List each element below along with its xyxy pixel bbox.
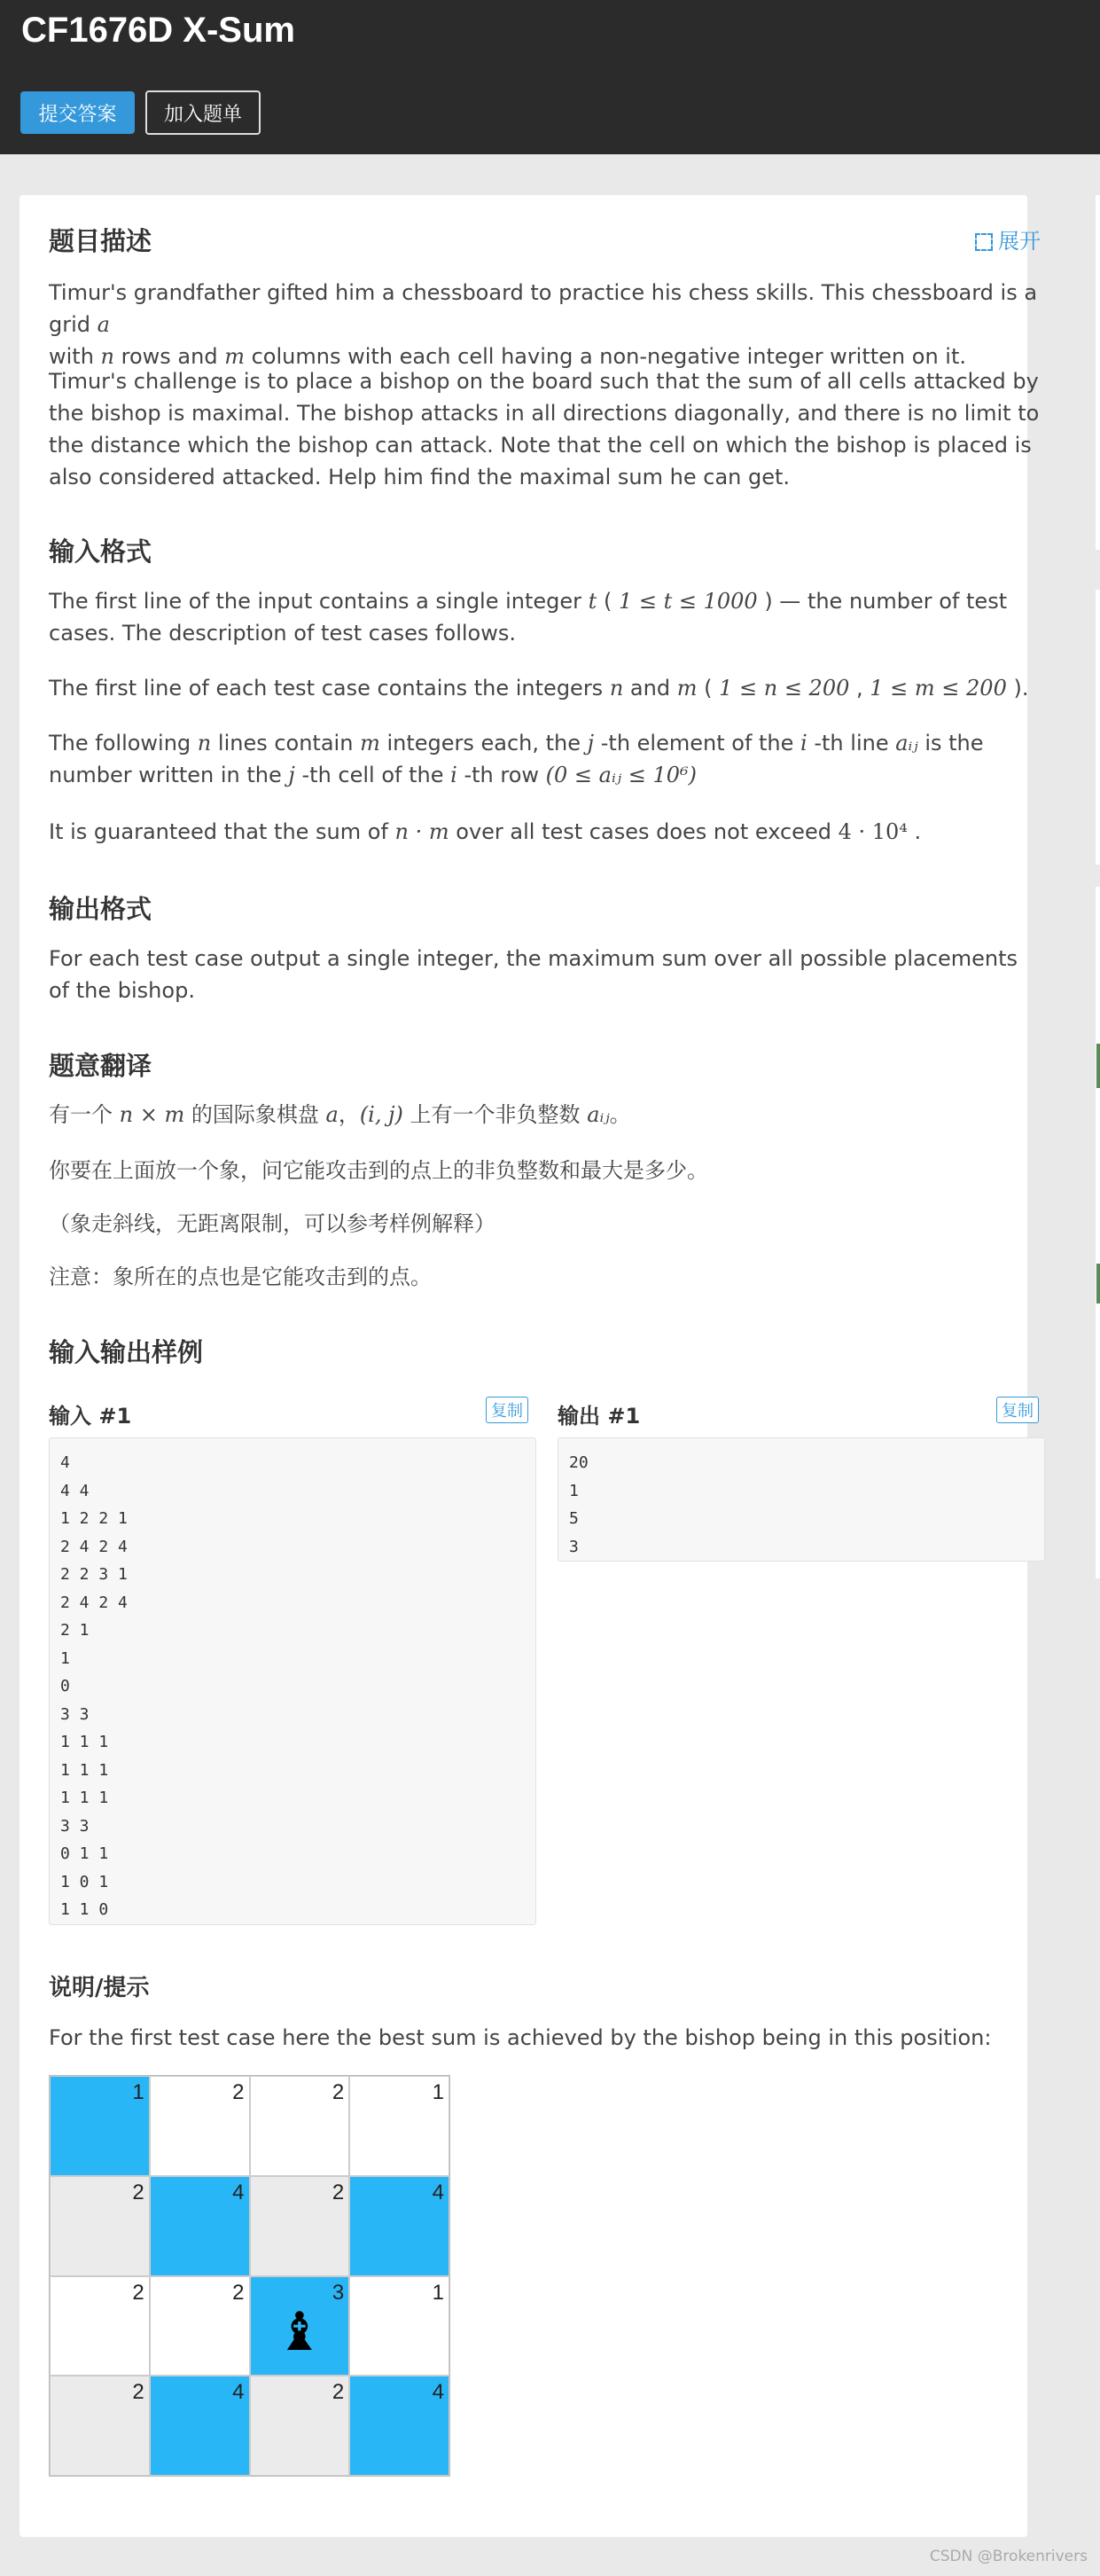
notes-title: 说明/提示 <box>49 1975 150 2001</box>
board-cell-value: 4 <box>232 2380 245 2405</box>
copy-input-button[interactable]: 复制 <box>486 1397 528 1423</box>
board-cell <box>250 2276 350 2376</box>
board-cell-value: 3 <box>332 2280 345 2305</box>
board-cell-value: 2 <box>132 2180 144 2204</box>
side-card-edge <box>1096 887 1100 1578</box>
board-cell-value: 2 <box>232 2080 245 2104</box>
board-cell-value: 4 <box>432 2380 444 2405</box>
board-cell <box>349 2276 449 2376</box>
board-cell-value: 2 <box>332 2180 345 2204</box>
board-cell <box>150 2176 250 2276</box>
translation-paragraph-1: 有一个 n × m 的国际象棋盘 a，(i, j) 上有一个非负整数 aᵢⱼ。 <box>49 1102 631 1127</box>
sample-output-label: 输出 #1 <box>558 1404 641 1429</box>
output-format-title: 输出格式 <box>49 894 152 924</box>
sample-output-box: 20 1 5 3 <box>558 1437 1045 1562</box>
board-cell <box>349 2376 449 2476</box>
board-cell-value: 1 <box>132 2080 144 2104</box>
fullscreen-icon <box>975 233 993 251</box>
side-marker <box>1096 1264 1100 1304</box>
board-cell <box>250 2176 350 2276</box>
page-header <box>0 0 1100 154</box>
notes-paragraph: For the first test case here the best sum is achieved by the bishop being in this position: <box>49 2025 992 2050</box>
side-card-edge <box>1096 590 1100 865</box>
input-format-paragraph-4: It is guaranteed that the sum of n · m over all test cases does not exceed 4 · 10⁴ . <box>49 819 922 844</box>
board-cell-value: 2 <box>132 2280 144 2305</box>
input-format-paragraph-1: The first line of the input contains a single integer t ( 1 ≤ t ≤ 1000 ) — the number of test cases. The description of test cases follows. <box>49 589 1008 646</box>
copy-output-button[interactable]: 复制 <box>996 1397 1039 1423</box>
bishop-icon: ♝ <box>275 2300 324 2363</box>
translation-paragraph-3: （象走斜线，无距离限制，可以参考样例解释） <box>49 1211 495 1236</box>
expand-label: 展开 <box>998 229 1041 254</box>
side-marker <box>1096 1044 1100 1088</box>
samples-title: 输入输出样例 <box>49 1337 204 1367</box>
output-format-paragraph: For each test case output a single integer, the maximum sum over all possible placements of the bishop. <box>49 946 1018 1003</box>
board-cell <box>50 2176 150 2276</box>
board-cell <box>349 2176 449 2276</box>
board-cell-value: 4 <box>232 2180 245 2204</box>
description-title: 题目描述 <box>49 226 152 256</box>
translation-title: 题意翻译 <box>49 1051 152 1081</box>
board-cell <box>50 2076 150 2176</box>
board-cell <box>150 2376 250 2476</box>
board-cell-value: 2 <box>132 2380 144 2405</box>
board-cell <box>150 2276 250 2376</box>
description-paragraph-1: Timur's grandfather gifted him a chessboard to practice his chess skills. This chessboard is a grid a with n rows and m columns with each cell having a non-negative integer written on it. <box>49 280 1038 369</box>
board-cell <box>50 2276 150 2376</box>
board-cell <box>250 2076 350 2176</box>
input-format-paragraph-3: The following n lines contain m integers each, the j -th element of the i -th line aᵢⱼ is the number written in the j -th cell of the i -th row (0 ≤ aᵢⱼ ≤ 10⁶) <box>49 731 984 787</box>
side-card-edge <box>1096 195 1100 550</box>
translation-paragraph-2: 你要在上面放一个象，问它能攻击到的点上的非负整数和最大是多少。 <box>49 1158 708 1183</box>
board-cell-value: 2 <box>332 2380 345 2405</box>
expand-button[interactable] <box>975 223 1041 254</box>
board-cell <box>150 2076 250 2176</box>
board-cell-value: 2 <box>332 2080 345 2104</box>
board-cell-value: 4 <box>432 2180 444 2204</box>
submit-answer-button[interactable]: 提交答案 <box>20 91 135 134</box>
translation-paragraph-4: 注意：象所在的点也是它能攻击到的点。 <box>49 1265 432 1289</box>
watermark: CSDN @Brokenrivers <box>929 2548 1088 2565</box>
board-cell <box>349 2076 449 2176</box>
add-to-list-button[interactable]: 加入题单 <box>145 90 261 135</box>
sample-input-label: 输入 #1 <box>49 1404 132 1429</box>
board-cell-value: 1 <box>432 2080 444 2104</box>
board-cell <box>250 2376 350 2476</box>
input-format-paragraph-2: The first line of each test case contains the integers n and m ( 1 ≤ n ≤ 200 , 1 ≤ m ≤ 200 ). <box>49 676 1029 701</box>
board-cell-value: 2 <box>232 2280 245 2305</box>
sample-input-box: 4 4 4 1 2 2 1 2 4 2 4 2 2 3 1 2 4 2 4 2 1 1 0 3 3 1 1 1 1 1 1 1 1 1 3 3 0 1 1 1 0 1 1 1 0 <box>49 1437 536 1925</box>
chessboard <box>49 2075 450 2477</box>
input-format-title: 输入格式 <box>49 536 152 567</box>
description-paragraph-2: Timur's challenge is to place a bishop on the board such that the sum of all cells attacked by the bishop is maximal. The bishop attacks in all directions diagonally, and there is no limit to the distance which the bishop can attack. Note that the cell on which the bishop is placed is also considered attacked. Help him find the maximal sum he can get. <box>49 369 1040 489</box>
board-cell <box>50 2376 150 2476</box>
board-cell-value: 1 <box>432 2280 444 2305</box>
page-title: CF1676D X-Sum <box>21 11 295 50</box>
